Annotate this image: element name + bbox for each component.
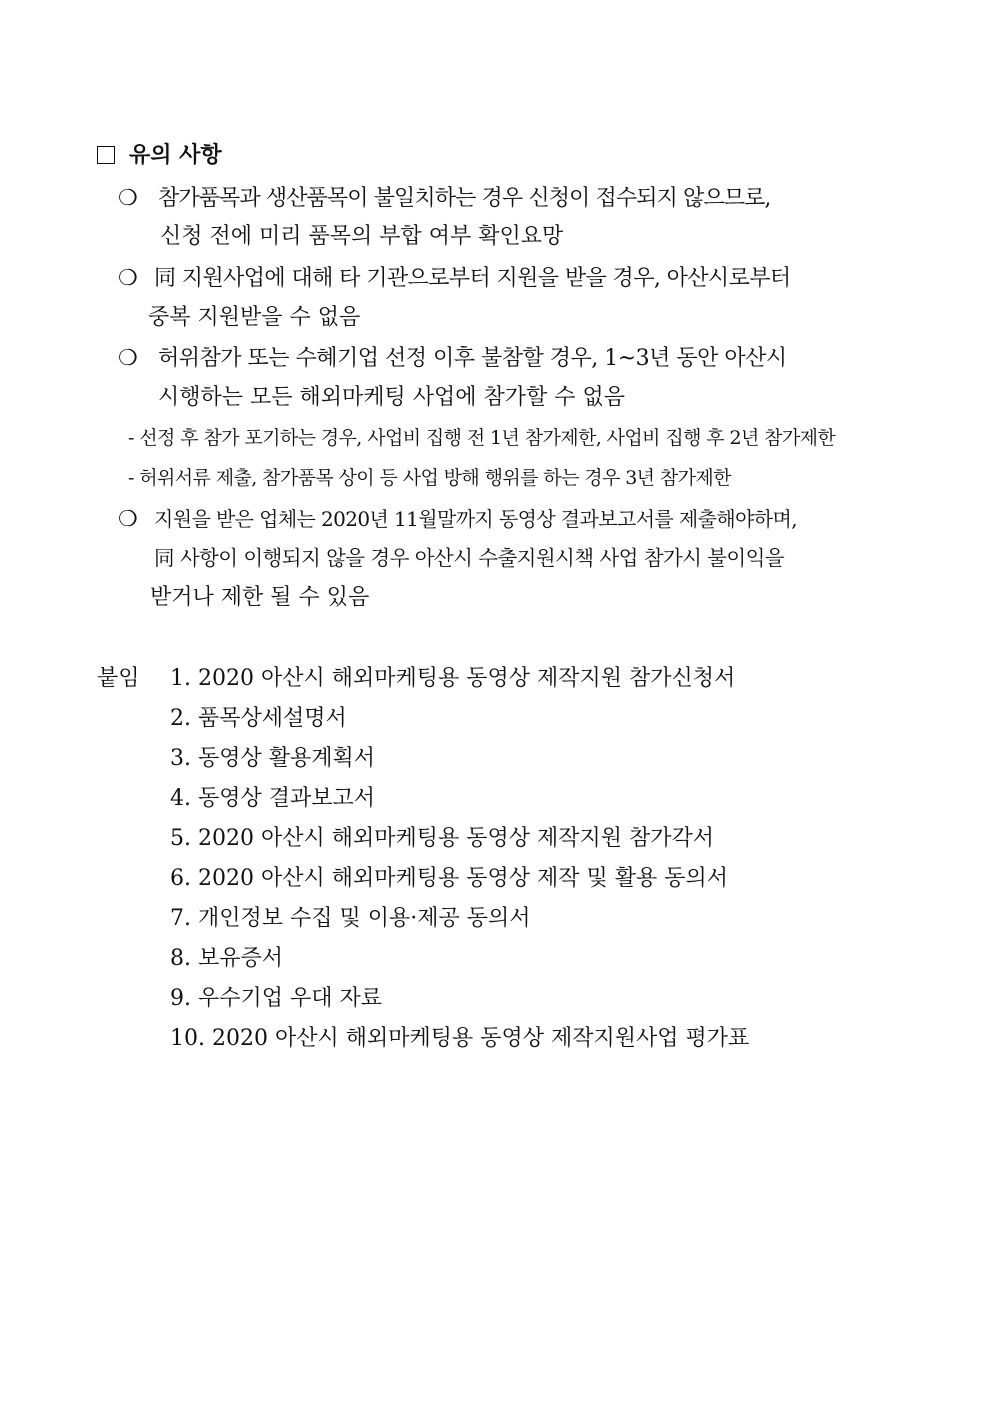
notice-item-text: 同 사항이 이행되지 않을 경우 아산시 수출지원시책 사업 참가시 불이익을 [154, 546, 785, 570]
attachment-item-4: 4. 동영상 결과보고서 [170, 786, 375, 811]
notice-item-text: 同 지원사업에 대해 타 기관으로부터 지원을 받을 경우, 아산시로부터 [154, 266, 791, 291]
attachment-item-5: 5. 2020 아산시 해외마케팅용 동영상 제작지원 참가각서 [170, 826, 714, 851]
attachment-item-10: 10. 2020 아산시 해외마케팅용 동영상 제작지원사업 평가표 [170, 1026, 750, 1051]
attachment-item-7: 7. 개인정보 수집 및 이용·제공 동의서 [170, 906, 531, 931]
notice-item-3-line2 [158, 383, 625, 413]
circle-bullet-icon: ❍ [118, 346, 138, 371]
checkbox-square-icon [97, 146, 115, 164]
notice-item-text: 지원을 받은 업체는 2020년 11월말까지 동영상 결과보고서를 제출해야하며, [154, 507, 797, 531]
notice-item-2-line1 [118, 264, 791, 294]
notice-item-text: 허위참가 또는 수혜기업 선정 이후 불참할 경우, 1~3년 동안 아산시 [158, 346, 787, 371]
notice-item-3-line1 [118, 344, 787, 374]
section-heading-text: 유의 사항 [129, 142, 222, 168]
notice-item-text: 중복 지원받을 수 없음 [148, 305, 361, 330]
notice-item-1-line2 [160, 222, 563, 252]
notice-item-1-line1 [118, 184, 771, 214]
attachment-item-8: 8. 보유증서 [170, 946, 283, 971]
section-heading [97, 140, 222, 170]
notice-item-text: 시행하는 모든 해외마케팅 사업에 참가할 수 없음 [158, 385, 626, 410]
notice-item-4-line3 [150, 583, 369, 613]
notice-item-4-line1 [118, 504, 797, 535]
circle-bullet-icon: ❍ [118, 186, 138, 211]
notice-item-2-line2 [148, 303, 360, 333]
attachment-item-2: 2. 품목상세설명서 [170, 706, 347, 731]
notice-item-text: 참가품목과 생산품목이 불일치하는 경우 신청이 접수되지 않으므로, [158, 186, 771, 211]
attachment-item-6: 6. 2020 아산시 해외마케팅용 동영상 제작 및 활용 동의서 [170, 866, 728, 891]
attachments-label: 붙임 [97, 666, 140, 691]
circle-bullet-icon: ❍ [118, 266, 138, 291]
notice-item-text: 신청 전에 미리 품목의 부합 여부 확인요망 [160, 224, 564, 249]
notice-item-4-line2 [154, 543, 784, 574]
circle-bullet-icon: ❍ [118, 507, 138, 532]
notice-subitem-2: - 허위서류 제출, 참가품목 상이 등 사업 방해 행위를 하는 경우 3년 참가제한 [128, 467, 731, 489]
attachment-item-3: 3. 동영상 활용계획서 [170, 746, 375, 771]
attachment-item-9: 9. 우수기업 우대 자료 [170, 986, 382, 1011]
attachment-item-1: 1. 2020 아산시 해외마케팅용 동영상 제작지원 참가신청서 [170, 666, 736, 691]
notice-item-text: 받거나 제한 될 수 있음 [150, 585, 370, 610]
notice-subitem-1: - 선정 후 참가 포기하는 경우, 사업비 집행 전 1년 참가제한, 사업비 집행 후 2년 참가제한 [128, 427, 836, 449]
